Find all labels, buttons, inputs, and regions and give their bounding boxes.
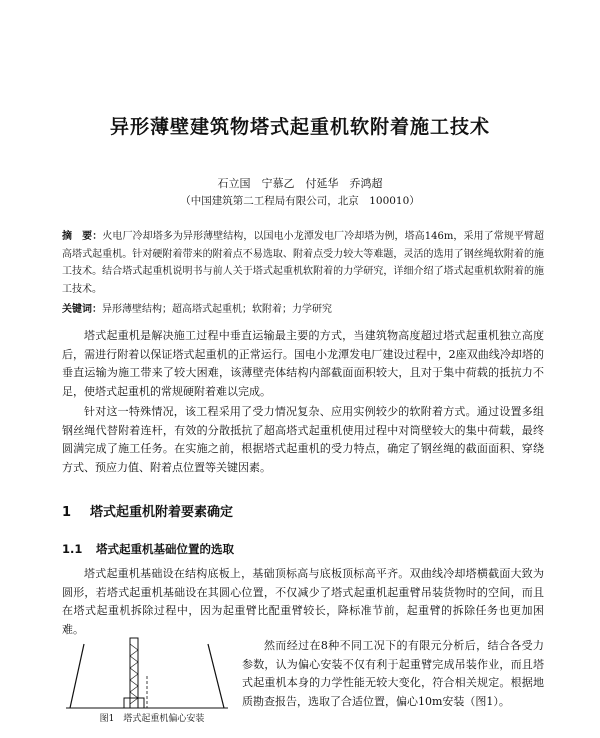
paper-title: 异形薄壁建筑物塔式起重机软附着施工技术 — [109, 116, 490, 138]
intro-paragraph-2: 针对这一特殊情况，该工程采用了受力情况复杂、应用实例较少的软附着方式。通过设置多组钢丝绳代替附着连杆，有效的分散抵抗了超高塔式起重机使用过程中对筒壁较大的集中荷载，最终圆满完成了施工任务。在实施之前，根据塔式起重机的受力特点，确定了钢丝绳的截面面积、穿绕方式、预应力值、附着点位置等关键因素。 — [62, 405, 544, 474]
abstract-label: 摘 要： — [62, 231, 103, 242]
figure-1-caption: 图1 塔式起重机偏心安装 — [99, 714, 205, 724]
subsection-heading-1-1 — [62, 541, 234, 557]
section-title: 塔式起重机附着要素确定 — [90, 505, 234, 520]
intro-paragraph-1: 塔式起重机是解决施工过程中垂直运输最主要的方式，当建筑物高度超过塔式起重机独立高度后，需进行附着以保证塔式起重机的正常运行。国电小龙潭发电厂建设过程中，2座双曲线冷却塔的垂直运输为施工带来了较大困难，该薄壁壳体结构内部截面面积较大，且对于集中荷载的抵抗力不足，使塔式起重机的常规硬附着难以完成。 — [62, 329, 544, 398]
abstract-text: 火电厂冷却塔多为异形薄壁结构，以国电小龙潭发电厂冷却塔为例，塔高146m，采用了常规平臂超高塔式起重机。针对硬附着带来的附着点不易选取、附着点受力较大等难题，灵活的选用了钢丝绳软附着的施工技术。结合塔式起重机说明书与前人关于塔式起重机软附着的力学研究，详细介绍了塔式起重机软附着的施工技术。 — [62, 231, 544, 295]
tower-right-wall — [208, 644, 224, 708]
section-heading-1 — [62, 501, 233, 520]
keywords-label: 关键词： — [62, 304, 102, 315]
keywords — [62, 301, 544, 318]
tower-left-wall — [70, 644, 84, 708]
abstract — [62, 228, 544, 298]
section-paragraph-1: 塔式起重机基础设在结构底板上，基础顶标高与底板顶标高平齐。双曲线冷却塔横截面大致为圆形，若塔式起重机基础设在其圆心位置，不仅减少了塔式起重机起重臂吊装货物时的空间，而且在塔式起重机拆除过程中，因为起重臂比配重臂较长，降标准节前，起重臂的拆除任务也更加困难。 — [62, 567, 544, 636]
affiliation: （中国建筑第二工程局有限公司，北京 100010） — [180, 195, 420, 207]
section-number: 1 — [62, 505, 72, 520]
figure-1-diagram — [62, 636, 232, 712]
subsection-number: 1.1 — [62, 542, 83, 556]
section-paragraph-2: 然而经过在8种不同工况下的有限元分析后，结合各受力参数，认为偏心安装不仅有利于起重臂完成吊装作业，而且塔式起重机本身的力学性能无较大变化，符合相关规定。根据地质勘查报告，选取了合适位置，偏心10m安装（图1）。 — [242, 639, 544, 708]
crane-eccentric-diagram — [62, 636, 232, 712]
crane-base — [124, 698, 144, 708]
author-list: 石立国 宁慕乙 付延华 乔鸿超 — [217, 177, 383, 190]
subsection-title: 塔式起重机基础位置的选取 — [96, 542, 234, 556]
keywords-text: 异形薄壁结构；超高塔式起重机；软附着；力学研究 — [102, 304, 332, 315]
